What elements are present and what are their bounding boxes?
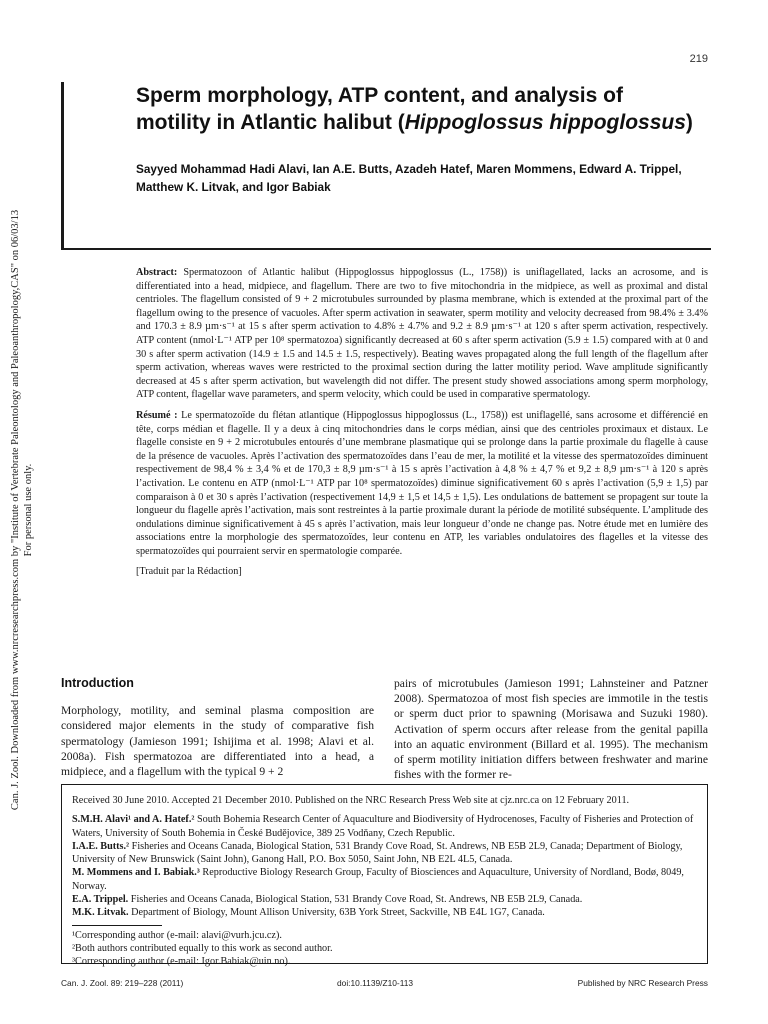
footnote-item: ¹Corresponding author (e-mail: alavi@vurh.jcu.cz).: [72, 929, 282, 941]
intro-paragraph-right: pairs of microtubules (Jamieson 1991; Lahnsteiner and Patzner 2008). Spermatozoa of most fish species are immotile in the testis or sperm duct prior to spawning (Morisawa and Suzuki 1980). Activation of sperm occurs after release from the genital papilla into an aquatic environment (Billard et al. 1995). The mechanism of sperm motility initiation differs between freshwater and marine fishes with the former re-: [394, 677, 708, 782]
affiliation-item: M.K. Litvak. Department of Biology, Mount Allison University, 63B York Street, Sackville, NB E4L 1G7, Canada.: [72, 907, 545, 919]
footnote-item: ²Both authors contributed equally to this work as second author.: [72, 942, 333, 954]
publisher-note: Published by NRC Research Press: [577, 978, 708, 988]
affiliation-item: I.A.E. Butts.² Fisheries and Oceans Canada, Biological Station, 531 Brandy Cove Road, St. Andrews, NB E5B 2L9, Canada; Department of Biology, University of New Brunswick (Saint John), Ganong Hall, P.O. Box 5050, Saint John, NB E2L 4L5, Canada.: [72, 840, 683, 866]
page-number: 219: [689, 53, 708, 65]
article-title: Sperm morphology, ATP content, and analysis of motility in Atlantic halibut (Hippoglossus hippoglossus): [136, 84, 693, 134]
species-name: Hippoglossus hippoglossus: [404, 111, 686, 134]
download-notice-line2: For personal use only.: [23, 463, 34, 557]
article-notes-box: [61, 784, 708, 968]
download-notice: [2, 120, 42, 900]
received-dates: Received 30 June 2010. Accepted 21 December 2010. Published on the NRC Research Press Web site at cjz.nrc.ca on 12 February 2011.: [72, 795, 630, 806]
translation-note: [Traduit par la Rédaction]: [136, 566, 242, 578]
intro-paragraph-left: Morphology, motility, and seminal plasma composition are considered major elements in the study of comparative fish spermatology (Jamieson 1991; Ishijima et al. 1998; Alavi et al. 2008a). Fish spermatozoa are differentiated into a head, a midpiece, and a flagellum with the typical 9 + 2: [61, 704, 374, 779]
affiliations: [72, 813, 697, 919]
footnote-divider: [72, 925, 162, 926]
intro-column-right: [394, 676, 708, 782]
affiliation-item: S.M.H. Alavi¹ and A. Hatef.² South Bohemia Research Center of Aquaculture and Biodiversity of Hydrocenoses, Faculty of Fisheries and Protection of Waters, University of South Bohemia in České Budějovice, 389 25 Vodňany, Czech Republic.: [72, 814, 694, 839]
download-notice-line1: Can. J. Zool. Downloaded from www.nrcresearchpress.com by "Institute of Vertebrate Paleontology and Paleoanthropology,CAS" on 06/03/13: [10, 209, 21, 811]
abstract-section: [136, 266, 708, 586]
author-list: Sayyed Mohammad Hadi Alavi, Ian A.E. Butts, Azadeh Hatef, Maren Mommens, Edward A. Trippel, Matthew K. Litvak, and Igor Babiak: [136, 162, 682, 194]
title-block: [61, 82, 711, 250]
affiliation-item: E.A. Trippel. Fisheries and Oceans Canada, Biological Station, 531 Brandy Cove Road, St. Andrews, NB E5B 2L9, Canada.: [72, 894, 583, 906]
resume-text: Le spermatozoïde du flétan atlantique (Hippoglossus hippoglossus (L., 1758)) est uniflagellé, sans acrosome et différencié en tête, corps médian et flagelle. Il y a deux à cinq mitochondries dans le corps médian, ainsi que des centrioles proximaux et distaux. Le flagelle consiste en 9 + 2 microtubules entourés d’une membrane plasmatique qui se prolonge dans la partie proximale du flagelle à cause de la présence de vacuoles. Après l’activation des spermatozoïdes dans l’eau de mer, la motilité et la vitesse des spermatozoïdes diminuent respectivement de 98,4 % ± 3,4 % et de 170,3 ± 8,9 µm·s⁻¹ à 15 s après l’activation à 4,8 % ± 4,7 % et 9,2 ± 8,9 µm·s⁻¹ à 120 s après l’activation. Le contenu en ATP (nmol·L⁻¹ ATP par 10⁸ spermatozoïdes) diminue significativement 60 s après l’activation (5,9 ± 1,5) par comparaison à 0 et 30 s après l’activation (respectivement 14,9 ± 1,5 et 14,5 ± 1,5). Les ondulations de battement se propagent sur toute la longueur du flagelle après l’activation, mais sont restreintes à la partie proximale durant la période de motilité subséquente. L’amplitude des ondulations diminue significativement à 45 s après l’activation, mais leur longueur d’onde ne change pas. Notre étude met en lumière des associations entre la morphologie des spermatozoïdes, leur contenu en ATP, les variables ondulatoires des flagelles et la vitesse des spermatozoïdes qui pourraient servir en spermatologie comparée.: [136, 409, 708, 557]
abstract-en: [136, 266, 708, 402]
footnote-item: ³Corresponding author (e-mail: Igor.Babiak@uin.no).: [72, 956, 291, 968]
doi: doi:10.1139/Z10-113: [337, 978, 414, 988]
journal-citation: Can. J. Zool. 89: 219–228 (2011): [61, 978, 184, 988]
abstract-text: Spermatozoon of Atlantic halibut (Hippoglossus hippoglossus (L., 1758)) is uniflagellated, lacks an acrosome, and is differentiated into a head, midpiece, and flagellum. There are two to five mitochondria in the midpiece, as well as proximal and distal centrioles. The flagellum consisted of 9 + 2 microtubules surrounded by plasma membrane, which is extended at the proximal part of the flagellum owing to the presence of vacuoles. After sperm activation in seawater, sperm motility and velocity decreased from 98.4% ± 3.4% and 170.3 ± 8.9 µm·s⁻¹ at 15 s after sperm activation to 4.8% ± 4.7% and 9.2 ± 8.9 µm·s⁻¹ at 120 s after sperm activation, respectively. ATP content (nmol·L⁻¹ ATP per 10⁸ spermatozoa) significantly decreased at 60 s after sperm activation (5.9 ± 1.5) compared with at 0 and 30 s after sperm activation (14.9 ± 1.5 and 14.5 ± 1.5, respectively). Beating waves propagated along the full length of the flagellum after sperm activation, whereas waves were restricted to the proximal section during the latter motility period. Wave amplitude significantly decreased at 45 s after sperm activation, but wavelength did not differ. The present study showed associations among sperm morphology, ATP content, flagellar wave parameters, and sperm velocity, which could be used in comparative spermatology.: [136, 267, 709, 401]
affiliation-item: M. Mommens and I. Babiak.³ Reproductive Biology Research Group, Faculty of Biosciences and Aquaculture, University of Nordland, Bodø, 8049, Norway.: [72, 867, 684, 892]
resume-label: Résumé :: [136, 409, 178, 421]
abstract-fr: [136, 409, 708, 559]
intro-column-left: [61, 676, 374, 779]
abstract-label: Abstract:: [136, 267, 178, 278]
section-heading-introduction: Introduction: [61, 676, 134, 690]
